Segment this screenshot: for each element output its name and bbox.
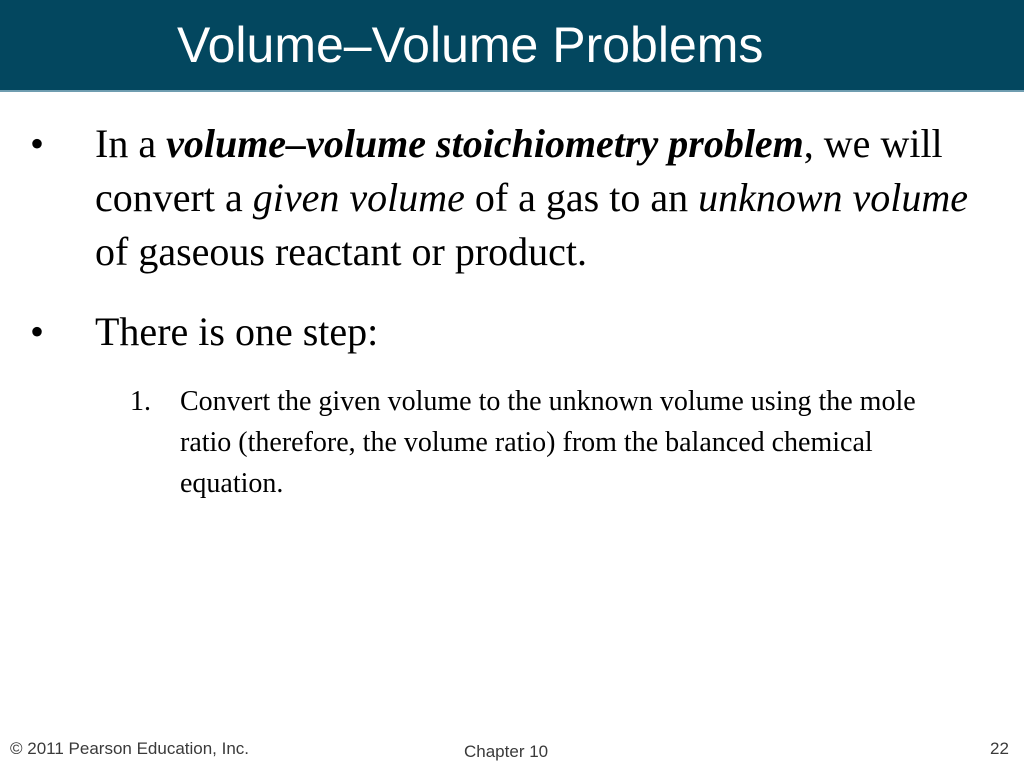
- italic-term-unknown-volume: unknown volume: [698, 175, 969, 220]
- bullet-text-continued: , we will convert a: [95, 121, 943, 220]
- page-number: 22: [990, 739, 1009, 758]
- emphasis-term: volume–volume stoichiometry problem: [166, 121, 804, 166]
- step-text: Convert the given volume to the unknown volume using the mole ratio (therefore, the volume ratio) from the balanced chemical equation.: [180, 386, 916, 499]
- bullet-marker: •: [30, 121, 45, 166]
- bullet-text-start: In a: [95, 121, 167, 166]
- bullet-marker: •: [30, 309, 45, 354]
- bullet-text-middle: of a gas to an: [464, 175, 699, 220]
- bullet-text: There is one step:: [95, 309, 379, 354]
- italic-term-given-volume: given volume: [252, 175, 465, 220]
- bullet-text-end: of gaseous reactant or product.: [95, 229, 588, 274]
- bullet-text: [95, 117, 995, 279]
- title-bar: [0, 0, 1024, 92]
- slide-title: Volume–Volume Problems: [177, 17, 764, 73]
- step-number: 1.: [130, 386, 151, 417]
- copyright-footer: © 2011 Pearson Education, Inc.: [10, 739, 250, 758]
- chapter-footer: Chapter 10: [464, 742, 549, 761]
